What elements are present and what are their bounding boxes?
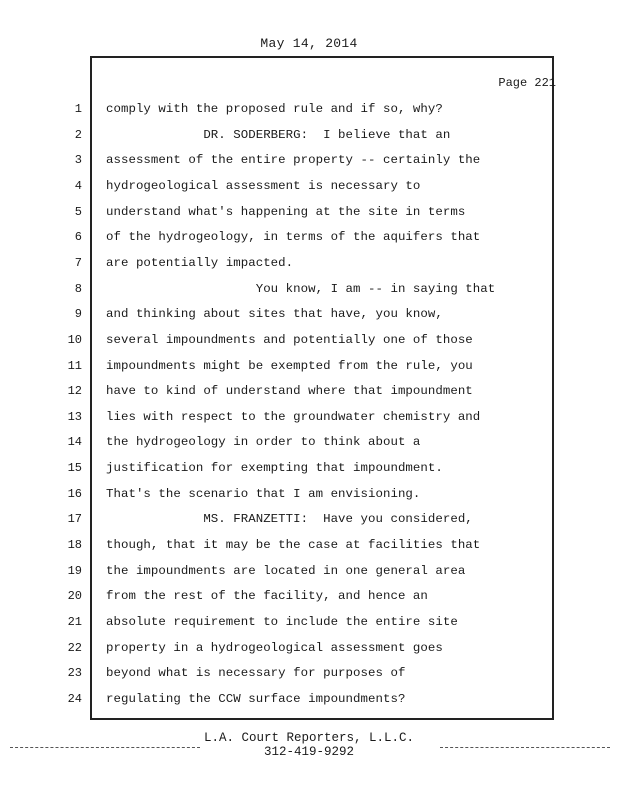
- line-number: 9: [74, 307, 82, 322]
- footer-company: L.A. Court Reporters, L.L.C.: [203, 731, 415, 745]
- line-number: 22: [67, 640, 82, 655]
- transcript-line: are potentially impacted.: [106, 255, 294, 270]
- line-number: 7: [74, 255, 82, 270]
- page-number: Page 221: [498, 76, 556, 90]
- line-number: 3: [74, 153, 82, 168]
- transcript-line: impoundments might be exempted from the rule, you: [106, 358, 473, 373]
- transcript-line: You know, I am -- in saying that: [106, 281, 496, 296]
- line-number: 15: [67, 461, 82, 476]
- transcript-line: of the hydrogeology, in terms of the aquifers that: [106, 230, 481, 245]
- transcript-line: property in a hydrogeological assessment goes: [106, 640, 443, 655]
- transcript-line: the hydrogeology in order to think about a: [106, 435, 421, 450]
- transcript-line: assessment of the entire property -- certainly the: [106, 153, 481, 168]
- transcript-line: though, that it may be the case at facilities that: [106, 538, 481, 553]
- transcript-line: several impoundments and potentially one of those: [106, 332, 473, 347]
- line-number: 4: [74, 178, 82, 193]
- line-number: 5: [74, 204, 82, 219]
- line-number: 19: [67, 563, 82, 578]
- transcript-line: That's the scenario that I am envisioning.: [106, 486, 421, 501]
- transcript-line: DR. SODERBERG: I believe that an: [106, 127, 451, 142]
- transcript-line: regulating the CCW surface impoundments?: [106, 691, 406, 706]
- transcript-line: MS. FRANZETTI: Have you considered,: [106, 512, 473, 527]
- line-number: 20: [67, 589, 82, 604]
- line-number: 21: [67, 615, 82, 629]
- transcript-line: and thinking about sites that have, you know,: [106, 307, 443, 322]
- transcript-line: lies with respect to the groundwater chemistry and: [106, 409, 481, 424]
- line-number: 8: [74, 281, 82, 296]
- transcript-line: from the rest of the facility, and hence an: [106, 589, 428, 604]
- line-number: 23: [67, 666, 82, 681]
- line-number: 17: [67, 512, 82, 527]
- transcript-line: beyond what is necessary for purposes of: [106, 666, 406, 681]
- line-number: 18: [67, 538, 82, 553]
- transcript-date: May 14, 2014: [260, 36, 358, 51]
- line-number: 10: [67, 332, 82, 347]
- line-number: 12: [67, 384, 82, 399]
- footer-rule-left: [10, 747, 200, 748]
- footer-phone: 312-419-9292: [263, 745, 354, 759]
- line-number: 1: [74, 102, 82, 116]
- line-number: 13: [67, 409, 82, 424]
- line-number: 24: [67, 691, 82, 706]
- line-number: 16: [67, 486, 82, 501]
- transcript-line: hydrogeological assessment is necessary to: [106, 178, 421, 193]
- line-number: 11: [67, 358, 82, 373]
- transcript-line: the impoundments are located in one general area: [106, 563, 466, 578]
- transcript-line: justification for exempting that impoundment.: [106, 461, 443, 476]
- transcript-line: comply with the proposed rule and if so, why?: [106, 102, 443, 116]
- transcript-line: have to kind of understand where that impoundment: [106, 384, 473, 399]
- transcript-line: absolute requirement to include the entire site: [106, 615, 458, 629]
- line-number: 14: [67, 435, 82, 450]
- line-number: 2: [74, 127, 82, 142]
- line-number: 6: [74, 230, 82, 245]
- transcript-line: understand what's happening at the site in terms: [106, 204, 466, 219]
- footer-rule-right: [440, 747, 610, 748]
